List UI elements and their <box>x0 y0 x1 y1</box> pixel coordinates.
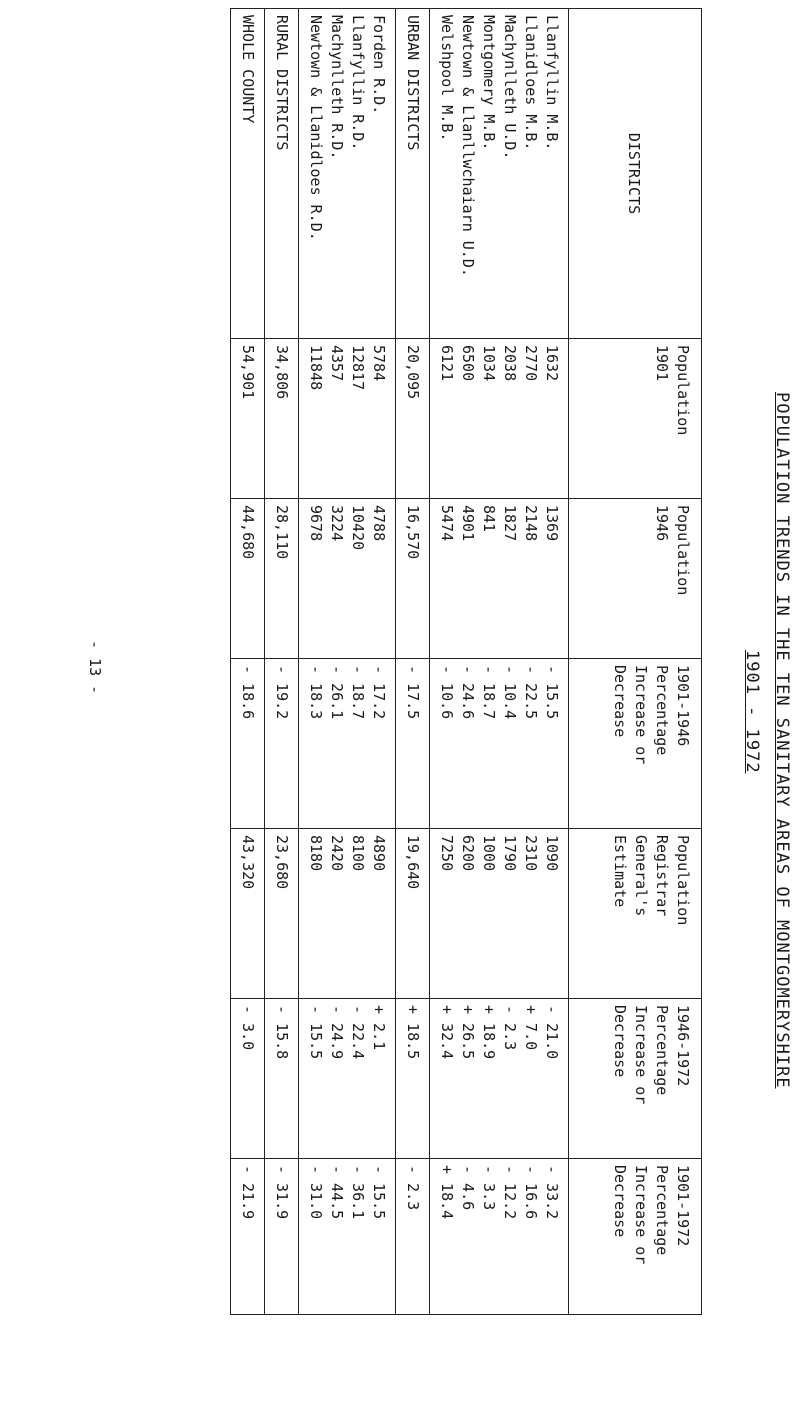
cell-district-name <box>231 9 265 339</box>
table-row <box>231 9 265 1315</box>
change-1901-1972-value: - 44.5 <box>328 1165 346 1220</box>
district-name-value: Llanidloes M.B. <box>522 15 540 151</box>
cell-pop-1972 <box>265 829 299 999</box>
district-name-value: Newtown & Llanllwchaiarn U.D. <box>459 15 477 277</box>
pop-1946-value: 1369 <box>543 505 561 542</box>
table-body <box>231 9 569 1315</box>
change-1946-1972-value: + 18.9 <box>480 1005 498 1060</box>
cell-change-1901-1946 <box>265 659 299 829</box>
cell-pop-1946 <box>396 499 430 659</box>
change-1901-1946-value: - 10.6 <box>438 665 456 720</box>
pop-1946-value: 9678 <box>307 505 325 542</box>
pop-1946-value: 4788 <box>370 505 388 542</box>
cell-pop-1901 <box>265 339 299 499</box>
change-1946-1972-value: - 2.3 <box>501 1005 519 1051</box>
pop-1972-value: 1000 <box>480 835 498 872</box>
change-1901-1946-value: - 10.4 <box>501 665 519 720</box>
district-name-value: Forden R.D. <box>370 15 388 115</box>
change-1946-1972-value: - 3.0 <box>239 1005 257 1051</box>
change-1901-1946-value: - 18.3 <box>307 665 325 720</box>
change-1946-1972-value: - 24.9 <box>328 1005 346 1060</box>
pop-1972-value: 23,680 <box>273 835 291 890</box>
page-title: POPULATION TRENDS IN THE TEN SANITARY AREAS OF MONTGOMERYSHIRE <box>772 392 792 1089</box>
cell-district-name <box>430 9 569 339</box>
change-1901-1946-value: - 17.2 <box>370 665 388 720</box>
pop-1901-value: 4357 <box>328 345 346 382</box>
change-1901-1946-value: - 24.6 <box>459 665 477 720</box>
change-1901-1972-value: - 4.6 <box>459 1165 477 1211</box>
cell-change-1901-1946 <box>299 659 396 829</box>
header-change-1901-1946: 1901-1946 Percentage Increase or Decrease <box>569 659 702 829</box>
change-1901-1946-value: - 18.7 <box>480 665 498 720</box>
pop-1972-value: 8100 <box>349 835 367 872</box>
table-row <box>299 9 396 1315</box>
pop-1972-value: 2420 <box>328 835 346 872</box>
change-1901-1972-value: - 15.5 <box>370 1165 388 1220</box>
pop-1901-value: 1034 <box>480 345 498 382</box>
pop-1946-value: 4901 <box>459 505 477 542</box>
pop-1901-value: 5784 <box>370 345 388 382</box>
pop-1901-value: 1632 <box>543 345 561 382</box>
change-1946-1972-value: - 22.4 <box>349 1005 367 1060</box>
change-1901-1972-value: - 3.3 <box>480 1165 498 1211</box>
header-districts: DISTRICTS <box>569 9 702 339</box>
cell-pop-1946 <box>265 499 299 659</box>
pop-1901-value: 20,095 <box>404 345 422 400</box>
district-name-value: Machynlleth R.D. <box>328 15 346 160</box>
district-name-value: Newtown & Llanidloes R.D. <box>307 15 325 241</box>
change-1946-1972-value: + 2.1 <box>370 1005 388 1051</box>
pop-1972-value: 4890 <box>370 835 388 872</box>
change-1901-1972-value: - 31.9 <box>273 1165 291 1220</box>
cell-change-1901-1946 <box>396 659 430 829</box>
pop-1946-value: 28,110 <box>273 505 291 560</box>
district-name-value: URBAN DISTRICTS <box>404 15 422 151</box>
pop-1972-value: 43,320 <box>239 835 257 890</box>
pop-1901-value: 2770 <box>522 345 540 382</box>
change-1901-1946-value: - 15.5 <box>543 665 561 720</box>
district-name-value: Llanfyllin M.B. <box>543 15 561 151</box>
cell-change-1946-1972 <box>396 999 430 1159</box>
cell-change-1901-1972 <box>231 1159 265 1315</box>
district-name-value: WHOLE COUNTY <box>239 15 257 124</box>
cell-change-1901-1972 <box>265 1159 299 1315</box>
page-number: - 13 - <box>86 640 104 695</box>
change-1901-1972-value: - 2.3 <box>404 1165 422 1211</box>
pop-1946-value: 1827 <box>501 505 519 542</box>
pop-1946-value: 44,680 <box>239 505 257 560</box>
change-1946-1972-value: + 32.4 <box>438 1005 456 1060</box>
change-1946-1972-value: - 15.8 <box>273 1005 291 1060</box>
cell-district-name <box>299 9 396 339</box>
cell-change-1946-1972 <box>231 999 265 1159</box>
table-row <box>396 9 430 1315</box>
cell-change-1901-1972 <box>299 1159 396 1315</box>
change-1901-1972-value: - 36.1 <box>349 1165 367 1220</box>
change-1901-1972-value: - 33.2 <box>543 1165 561 1220</box>
pop-1946-value: 2148 <box>522 505 540 542</box>
change-1946-1972-value: + 26.5 <box>459 1005 477 1060</box>
header-pop-1972: Population Registrar General's Estimate <box>569 829 702 999</box>
cell-change-1901-1972 <box>430 1159 569 1315</box>
page-subtitle: 1901 - 1972 <box>742 650 762 774</box>
cell-change-1946-1972 <box>430 999 569 1159</box>
change-1901-1946-value: - 19.2 <box>273 665 291 720</box>
pop-1901-value: 12817 <box>349 345 367 391</box>
cell-pop-1901 <box>231 339 265 499</box>
header-pop-1901: Population 1901 <box>569 339 702 499</box>
pop-1946-value: 5474 <box>438 505 456 542</box>
header-change-1946-1972: 1946-1972 Percentage Increase or Decrease <box>569 999 702 1159</box>
change-1946-1972-value: - 21.0 <box>543 1005 561 1060</box>
change-1901-1946-value: - 22.5 <box>522 665 540 720</box>
district-name-value: Welshpool M.B. <box>438 15 456 142</box>
cell-change-1901-1946 <box>430 659 569 829</box>
pop-1901-value: 6500 <box>459 345 477 382</box>
population-table <box>230 8 702 1315</box>
cell-change-1901-1946 <box>231 659 265 829</box>
header-row <box>569 9 702 1315</box>
district-name-value: Machynlleth U.D. <box>501 15 519 160</box>
pop-1972-value: 1090 <box>543 835 561 872</box>
pop-1946-value: 3224 <box>328 505 346 542</box>
change-1901-1946-value: - 18.7 <box>349 665 367 720</box>
pop-1901-value: 34,806 <box>273 345 291 400</box>
header-change-1901-1972: 1901-1972 Percentage Increase or Decrease <box>569 1159 702 1315</box>
change-1901-1946-value: - 26.1 <box>328 665 346 720</box>
pop-1946-value: 10420 <box>349 505 367 551</box>
cell-pop-1946 <box>430 499 569 659</box>
header-pop-1946: Population 1946 <box>569 499 702 659</box>
change-1946-1972-value: + 18.5 <box>404 1005 422 1060</box>
pop-1972-value: 7250 <box>438 835 456 872</box>
table-row <box>430 9 569 1315</box>
pop-1946-value: 841 <box>480 505 498 533</box>
pop-1901-value: 54,901 <box>239 345 257 400</box>
change-1901-1972-value: - 12.2 <box>501 1165 519 1220</box>
district-name-value: Llanfyllin R.D. <box>349 15 367 151</box>
cell-pop-1901 <box>430 339 569 499</box>
pop-1972-value: 8180 <box>307 835 325 872</box>
cell-pop-1972 <box>299 829 396 999</box>
change-1901-1946-value: - 18.6 <box>239 665 257 720</box>
pop-1972-value: 1790 <box>501 835 519 872</box>
cell-pop-1901 <box>299 339 396 499</box>
change-1901-1972-value: + 18.4 <box>438 1165 456 1220</box>
cell-pop-1972 <box>430 829 569 999</box>
cell-district-name <box>396 9 430 339</box>
change-1901-1972-value: - 31.0 <box>307 1165 325 1220</box>
pop-1972-value: 19,640 <box>404 835 422 890</box>
change-1946-1972-value: - 15.5 <box>307 1005 325 1060</box>
cell-change-1946-1972 <box>299 999 396 1159</box>
cell-pop-1972 <box>231 829 265 999</box>
pop-1901-value: 11848 <box>307 345 325 391</box>
pop-1946-value: 16,570 <box>404 505 422 560</box>
cell-pop-1946 <box>231 499 265 659</box>
pop-1972-value: 6200 <box>459 835 477 872</box>
change-1901-1972-value: - 16.6 <box>522 1165 540 1220</box>
cell-change-1901-1972 <box>396 1159 430 1315</box>
table-row <box>265 9 299 1315</box>
pop-1901-value: 2038 <box>501 345 519 382</box>
change-1901-1946-value: - 17.5 <box>404 665 422 720</box>
cell-pop-1972 <box>396 829 430 999</box>
pop-1972-value: 2310 <box>522 835 540 872</box>
district-name-value: RURAL DISTRICTS <box>273 15 291 151</box>
cell-change-1946-1972 <box>265 999 299 1159</box>
cell-pop-1901 <box>396 339 430 499</box>
district-name-value: Montgomery M.B. <box>480 15 498 151</box>
change-1901-1972-value: - 21.9 <box>239 1165 257 1220</box>
change-1946-1972-value: + 7.0 <box>522 1005 540 1051</box>
cell-district-name <box>265 9 299 339</box>
cell-pop-1946 <box>299 499 396 659</box>
pop-1901-value: 6121 <box>438 345 456 382</box>
